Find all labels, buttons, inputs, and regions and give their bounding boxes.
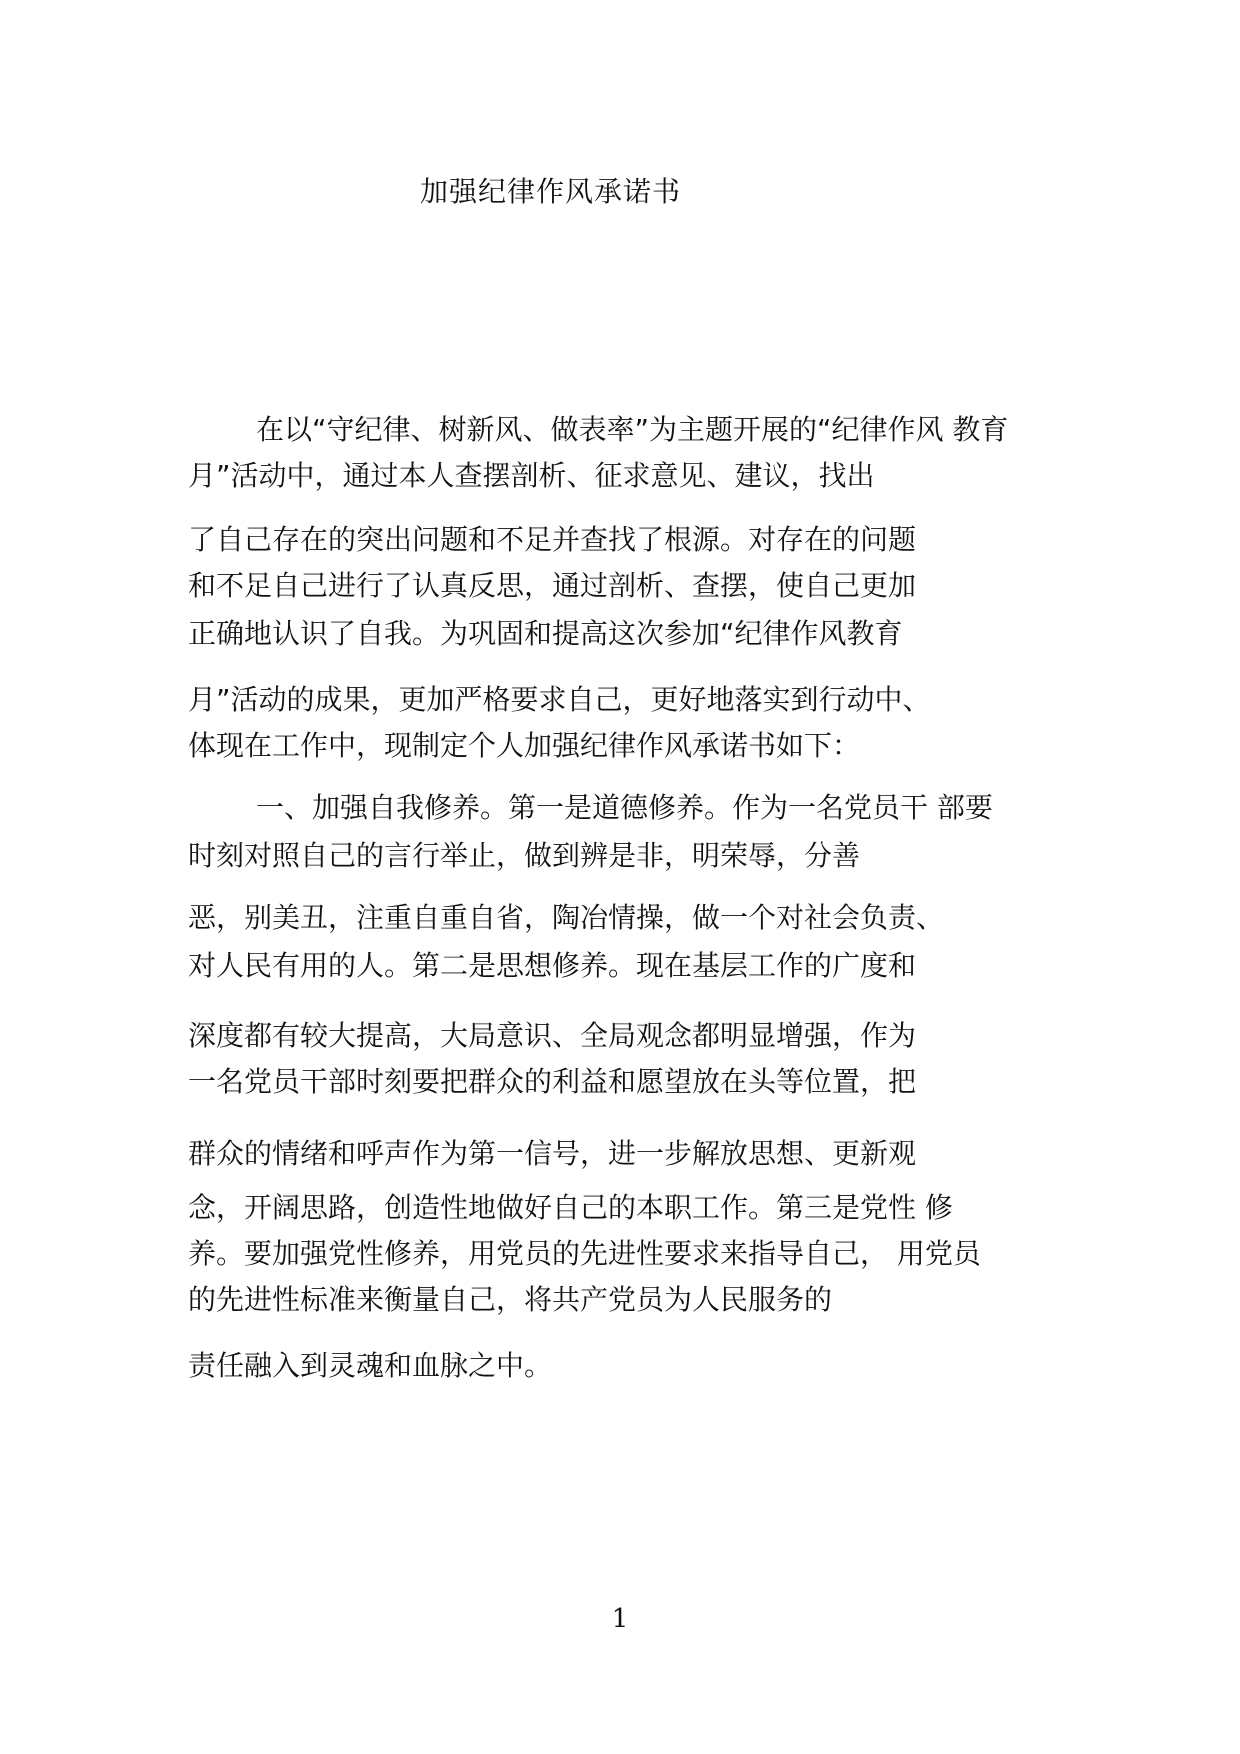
- body-line-6: 月”活动的成果，更加严格要求自己，更好地落实到行动中、: [188, 683, 931, 716]
- body-line-3: 了自己存在的突出问题和不足并查找了根源。对存在的问题: [188, 523, 917, 556]
- body-line-15: 念，开阔思路，创造性地做好自己的本职工作。第三是党性 修: [188, 1191, 953, 1224]
- document-title: 加强纪律作风承诺书: [420, 175, 682, 208]
- body-line-18: 责任融入到灵魂和血脉之中。: [188, 1349, 553, 1382]
- body-line-7: 体现在工作中，现制定个人加强纪律作风承诺书如下：: [188, 729, 861, 762]
- body-line-5: 正确地认识了自我。为巩固和提高这次参加“纪律作风教育: [188, 617, 903, 650]
- body-line-10: 恶，别美丑，注重自重自省，陶冶情操，做一个对社会负责、: [188, 901, 945, 934]
- body-line-14: 群众的情绪和呼声作为第一信号，进一步解放思想、更新观: [188, 1137, 917, 1170]
- body-line-2: 月”活动中，通过本人查摆剖析、征求意见、建议，找出: [188, 459, 875, 492]
- body-line-16: 养。要加强党性修养，用党员的先进性要求来指导自己， 用党员: [188, 1237, 981, 1270]
- body-line-4: 和不足自己进行了认真反思，通过剖析、查摆，使自己更加: [188, 569, 917, 602]
- page-number: 1: [611, 1604, 629, 1634]
- body-line-13: 一名党员干部时刻要把群众的利益和愿望放在头等位置，把: [188, 1065, 917, 1098]
- body-line-12: 深度都有较大提高，大局意识、全局观念都明显增强，作为: [188, 1019, 917, 1052]
- body-line-8: 一、加强自我修养。第一是道德修养。作为一名党员干 部要: [256, 791, 993, 824]
- body-line-1: 在以“守纪律、树新风、做表率”为主题开展的“纪律作风 教育: [256, 413, 1009, 446]
- body-line-9: 时刻对照自己的言行举止，做到辨是非，明荣辱，分善: [188, 839, 861, 872]
- body-line-17: 的先进性标准来衡量自己，将共产党员为人民服务的: [188, 1283, 833, 1316]
- body-line-11: 对人民有用的人。第二是思想修养。现在基层工作的广度和: [188, 949, 917, 982]
